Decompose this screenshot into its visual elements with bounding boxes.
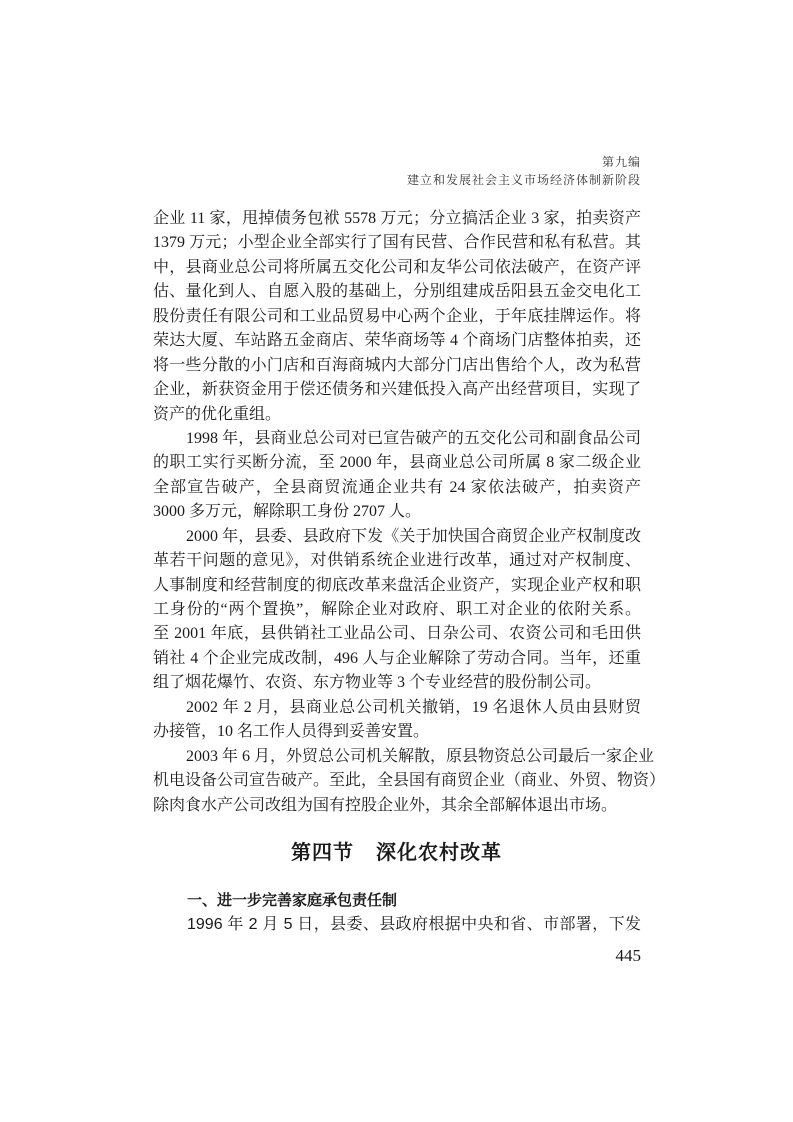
running-head-title: 建立和发展社会主义市场经济体制新阶段 bbox=[406, 173, 641, 187]
paragraph-line: 企业，新获资金用于偿还债务和兴建低投入高产出经营项目，实现了 bbox=[153, 381, 641, 399]
paragraph-line: 将一些分散的小门店和百海商城内大部分门店出售给个人，改为私营 bbox=[153, 356, 641, 374]
paragraph-line: 办接管，10 名工作人员得到妥善安置。 bbox=[153, 723, 430, 741]
paragraph-line: 估、量化到人、自愿入股的基础上，分别组建成岳阳县五金交电化工 bbox=[153, 283, 641, 301]
paragraph-line: 2003 年 6 月，外贸总公司机关解散，原县物资总公司最后一家企业 bbox=[186, 747, 655, 765]
paragraph-line: 企业 11 家，甩掉债务包袱 5578 万元；分立搞活企业 3 家，拍卖资产 bbox=[153, 210, 641, 227]
paragraph-line: 股份责任有限公司和工业品贸易中心两个企业，于年底挂牌运作。将 bbox=[153, 307, 641, 325]
paragraph bbox=[153, 696, 641, 745]
paragraph bbox=[153, 427, 641, 525]
paragraph-line: 中，县商业总公司将所属五交化公司和友华公司依法破产，在资产评 bbox=[153, 258, 641, 276]
paragraph-line: 销社 4 个企业完成改制，496 人与企业解除了劳动合同。当年，还重 bbox=[153, 649, 641, 667]
paragraph-line: 工身份的“两个置换”，解除企业对政府、职工对企业的依附关系。 bbox=[153, 601, 641, 618]
page-number: 445 bbox=[615, 946, 641, 965]
paragraph bbox=[153, 207, 641, 427]
paragraph-line: 1998 年，县商业总公司对已宣告破产的五交化公司和副食品公司 bbox=[186, 429, 641, 447]
paragraph-line: 组了烟花爆竹、农资、东方物业等 3 个专业经营的股份制公司。 bbox=[153, 674, 602, 692]
paragraph-line: 资产的优化重组。 bbox=[153, 405, 282, 423]
paragraph-line: 除肉食水产公司改组为国有控股企业外，其余全部解体退出市场。 bbox=[153, 796, 618, 814]
paragraph-line: 荣达大厦、车站路五金商店、荣华商场等 4 个商场门店整体拍卖，还 bbox=[153, 332, 641, 350]
paragraph-line: 2000 年，县委、县政府下发《关于加快国合商贸企业产权制度改 bbox=[186, 527, 641, 545]
paragraph-line: 全部宣告破产，全县商贸流通企业共有 24 家依法破产，拍卖资产 bbox=[153, 478, 641, 496]
subsection-heading: 一、进一步完善家庭承包责任制 bbox=[187, 892, 398, 909]
section-name: 深化农村改革 bbox=[376, 842, 502, 864]
paragraph-line: 的职工实行买断分流，至 2000 年，县商业总公司所属 8 家二级企业 bbox=[153, 454, 641, 472]
paragraph-line: 3000 多万元，解除职工身份 2707 人。 bbox=[153, 503, 422, 521]
paragraph bbox=[153, 525, 641, 696]
paragraph-line: 革若干问题的意见》，对供销系统企业进行改革，通过对产权制度、 bbox=[153, 552, 641, 570]
paragraph-line: 1379 万元；小型企业全部实行了国有民营、合作民营和私有私营。其 bbox=[153, 234, 641, 252]
paragraph-line: 2002 年 2 月，县商业总公司机关撤销，19 名退休人员由县财贸 bbox=[186, 698, 641, 716]
paragraph-line: 机电设备公司宣告破产。至此，全县国有商贸企业（商业、外贸、物资） bbox=[153, 772, 666, 790]
paragraph-line: 人事制度和经营制度的彻底改革来盘活企业资产，实现企业产权和职 bbox=[153, 576, 641, 594]
running-head-part: 第九编 bbox=[601, 155, 641, 169]
section-title bbox=[0, 836, 793, 865]
section-number: 第四节 bbox=[291, 842, 354, 864]
paragraph-line: 1996 年 2 月 5 日，县委、县政府根据中央和省、市部署，下发 bbox=[187, 916, 641, 933]
body-text bbox=[153, 207, 666, 818]
paragraph-line: 至 2001 年底，县供销社工业品公司、日杂公司、农资公司和毛田供 bbox=[153, 625, 641, 643]
paragraph bbox=[153, 745, 666, 818]
